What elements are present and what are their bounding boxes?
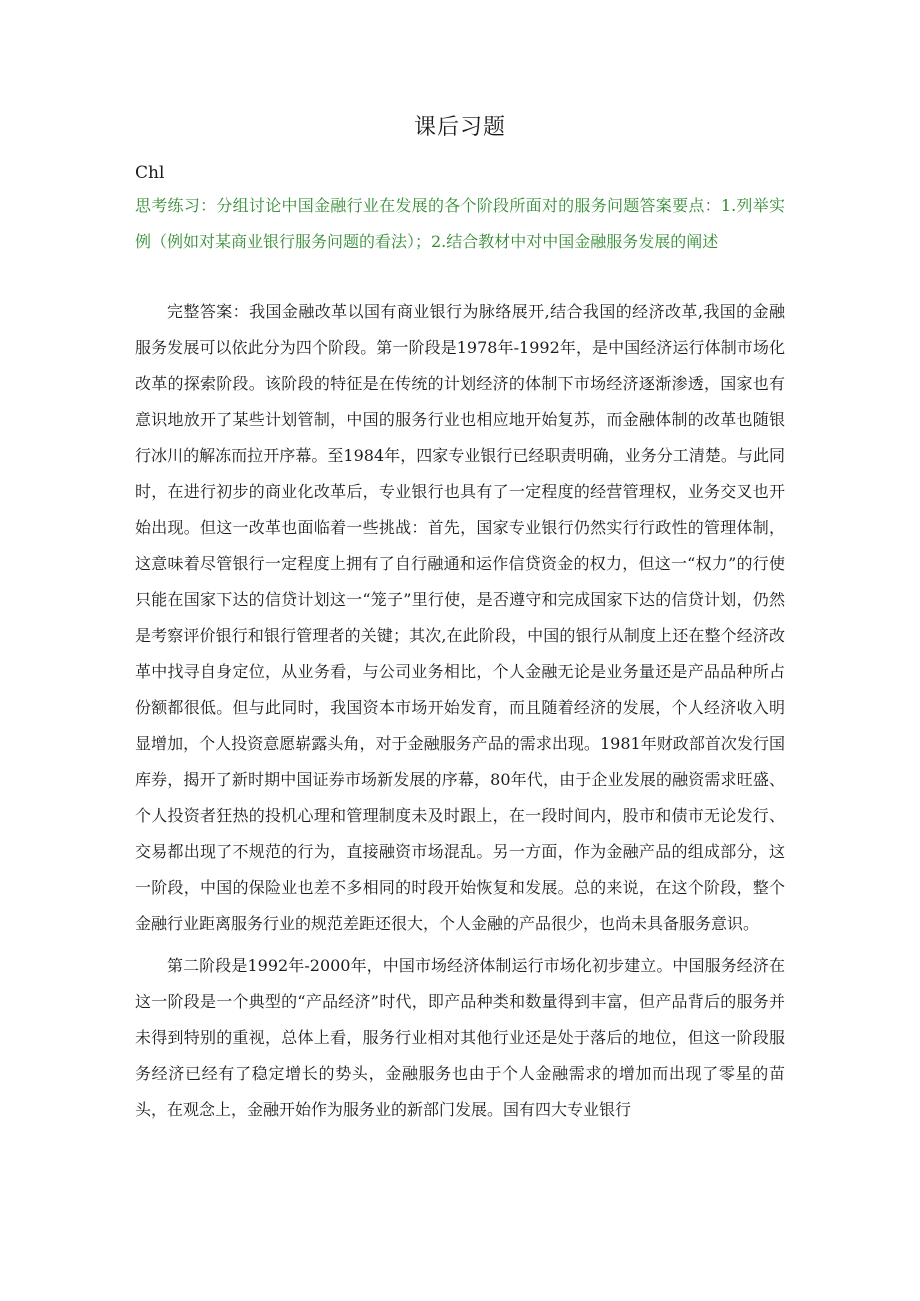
answer-paragraph-2: 第二阶段是1992年-2000年，中国市场经济体制运行市场化初步建立。中国服务经济在这一阶段是一个典型的“产品经济”时代，即产品种类和数量得到丰富，但产品背后的服务并未得到特别的重视，总体上看，服务行业相对其他行业还是处于落后的地位，但这一阶段服务经济已经有了稳定增长的势头，金融服务也由于个人金融需求的增加而出现了零星的苗头，在观念上，金融开始作为服务业的新部门发展。国有四大专业银行 — [135, 956, 785, 1119]
chapter-heading: Chl — [135, 163, 165, 183]
answer-block — [135, 294, 785, 1128]
answer-paragraph-1 — [135, 294, 785, 942]
exercise-question: 思考练习：分组讨论中国金融行业在发展的各个阶段所面对的服务问题答案要点：1.列举实例（例如对某商业银行服务问题的看法）；2.结合教材中对中国金融服务发展的阐述 — [135, 196, 785, 251]
answer-paragraph-1-text: 我国金融改革以国有商业银行为脉络展开,结合我国的经济改革,我国的金融服务发展可以依此分为四个阶段。第一阶段是1978年-1992年，是中国经济运行体制市场化改革的探索阶段。该阶段的特征是在传统的计划经济的体制下市场经济逐渐渗透，国家也有意识地放开了某些计划管制，中国的服务行业也相应地开始复苏，而金融体制的改革也随银行冰川的解冻而拉开序幕。至1984年，四家专业银行已经职责明确，业务分工清楚。与此同时，在进行初步的商业化改革后，专业银行也具有了一定程度的经营管理权，业务交叉也开始出现。但这一改革也面临着一些挑战：首先，国家专业银行仍然实行行政性的管理体制，这意味着尽管银行一定程度上拥有了自行融通和运作信贷资金的权力，但这一“权力”的行使只能在国家下达的信贷计划这一“笼子”里行使，是否遵守和完成国家下达的信贷计划，仍然是考察评价银行和银行管理者的关键；其次,在此阶段，中国的银行从制度上还在整个经济改革中找寻自身定位，从业务看，与公司业务相比，个人金融无论是业务量还是产品品种所占份额都很低。但与此同时，我国资本市场开始发育，而且随着经济的发展，个人经济收入明显增加，个人投资意愿崭露头角，对于金融服务产品的需求出现。1981年财政部首次发行国库券，揭开了新时期中国证券市场新发展的序幕，80年代，由于企业发展的融资需求旺盛、个人投资者狂热的投机心理和管理制度未及时跟上，在一段时间内，股市和债市无论发行、交易都出现了不规范的行为，直接融资市场混乱。另一方面，作为金融产品的组成部分，这一阶段，中国的保险业也差不多相同的时段开始恢复和发展。总的来说，在这个阶段，整个金融行业距离服务行业的规范差距还很大，个人金融的产品很少，也尚未具备服务意识。 — [135, 302, 785, 933]
answer-label: 完整答案： — [167, 302, 250, 321]
page-title: 课后习题 — [413, 115, 506, 140]
